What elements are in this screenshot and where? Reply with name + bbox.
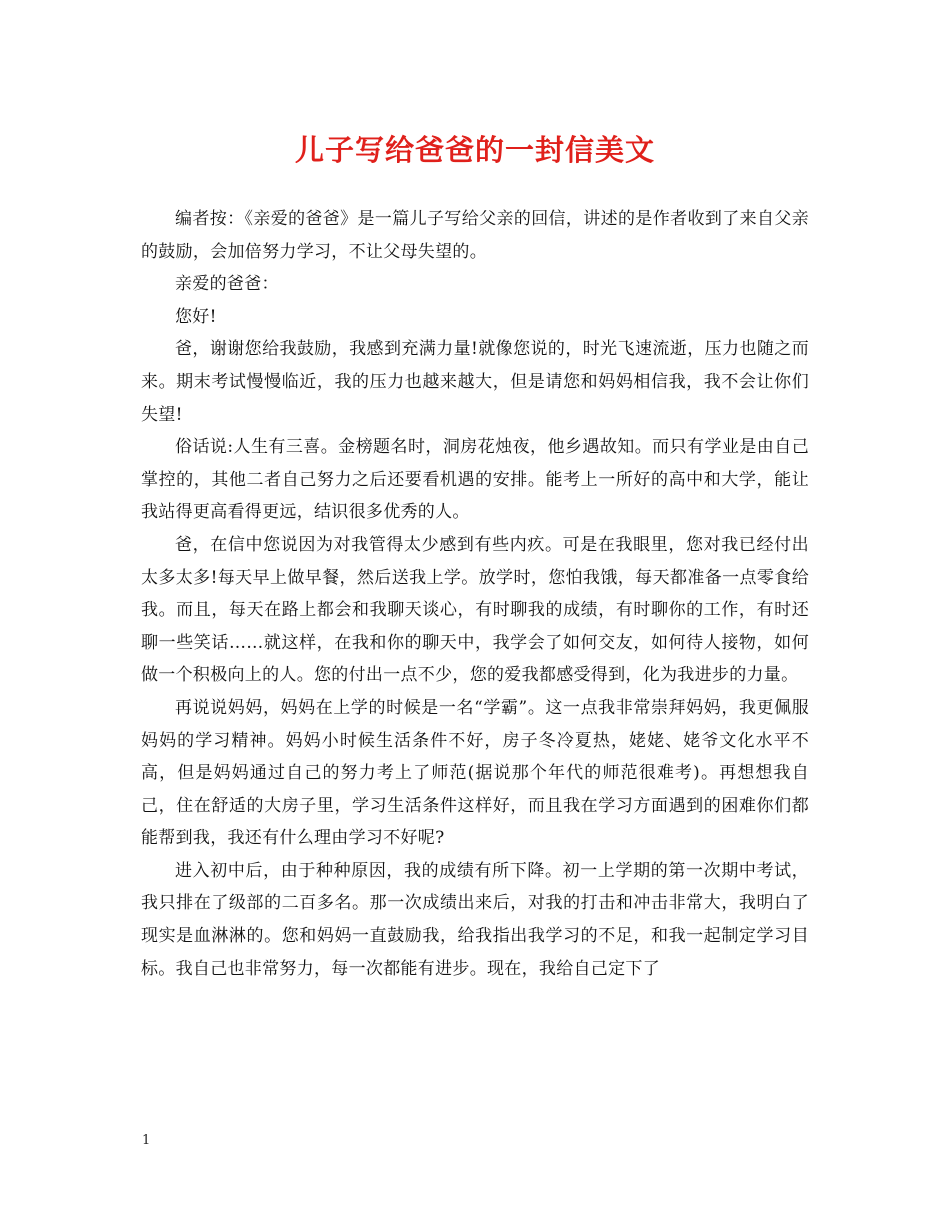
- paragraph-editor-note: 编者按：《亲爱的爸爸》是一篇儿子写给父亲的回信，讲述的是作者收到了来自父亲的鼓励，会加倍努力学习，不让父母失望的。: [141, 209, 809, 262]
- document-title: 儿子写给爸爸的一封信美文: [294, 133, 655, 167]
- document-body: [141, 203, 809, 985]
- paragraph-mother: 再说说妈妈，妈妈在上学的时候是一名“学霸”。这一点我非常崇拜妈妈，我更佩服妈妈的学习精神。妈妈小时候生活条件不好，房子冬冷夏热，姥姥、姥爷文化水平不高，但是妈妈通过自己的努力考上了师范(据说那个年代的师范很难考)。再想想我自己，住在舒适的大房子里，学习生活条件这样好，而且我在学习方面遇到的困难你们都能帮到我，我还有什么理由学习不好呢?: [141, 697, 809, 849]
- page-number: 1: [142, 1133, 151, 1148]
- paragraph-middle-school: 进入初中后，由于种种原因，我的成绩有所下降。初一上学期的第一次期中考试，我只排在了级部的二百多名。那一次成绩出来后，对我的打击和冲击非常大，我明白了现实是血淋淋的。您和妈妈一直鼓励我，给我指出我学习的不足，和我一起制定学习目标。我自己也非常努力，每一次都能有进步。现在，我给自己定下了: [141, 860, 809, 979]
- paragraph-proverb: 俗话说:人生有三喜。金榜题名时，洞房花烛夜，他乡遇故知。而只有学业是由自己掌控的，其他二者自己努力之后还要看机遇的安排。能考上一所好的高中和大学，能让我站得更高看得更远，结识很多优秀的人。: [141, 437, 809, 523]
- paragraph-salutation: 亲爱的爸爸：: [175, 274, 279, 295]
- paragraph-greeting: 您好!: [175, 306, 217, 327]
- paragraph-thanks: 爸，谢谢您给我鼓励，我感到充满力量!就像您说的，时光飞速流逝，压力也随之而来。期末考试慢慢临近，我的压力也越来越大，但是请您和妈妈相信我，我不会让你们失望!: [141, 339, 809, 425]
- paragraph-father-care: 爸，在信中您说因为对我管得太少感到有些内疚。可是在我眼里，您对我已经付出太多太多!每天早上做早餐，然后送我上学。放学时，您怕我饿，每天都准备一点零食给我。而且，每天在路上都会和我聊天谈心，有时聊我的成绩，有时聊你的工作，有时还聊一些笑话……就这样，在我和你的聊天中，我学会了如何交友，如何待人接物，如何做一个积极向上的人。您的付出一点不少，您的爱我都感受得到，化为我进步的力量。: [141, 534, 809, 686]
